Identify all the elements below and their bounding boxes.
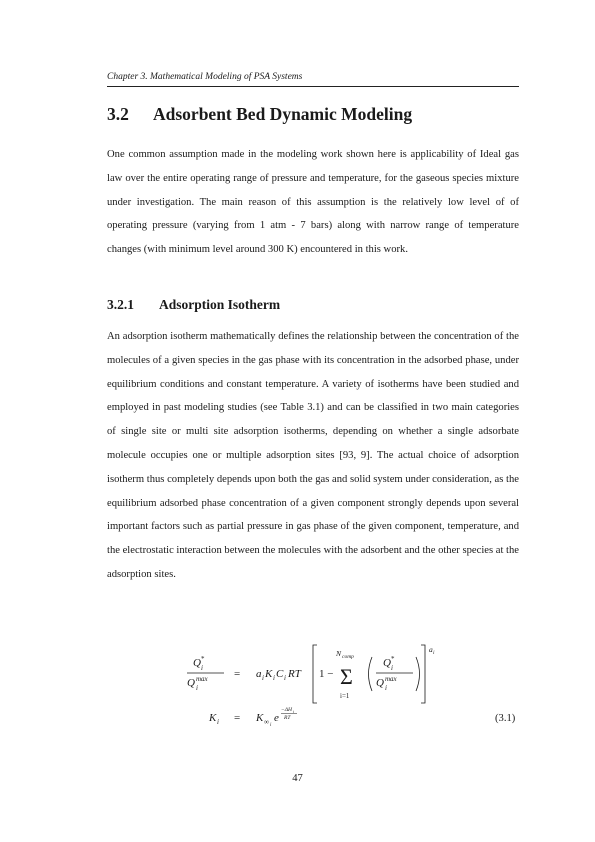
exponent-numerator: −ΔH xyxy=(281,707,292,713)
line2-rhs-k-subsub: i xyxy=(270,723,272,728)
section-title: Adsorbent Bed Dynamic Modeling xyxy=(153,104,413,124)
line2-rhs-k-sub: ∞ xyxy=(264,718,269,726)
rhs-k-sub: i xyxy=(273,674,275,682)
inner-numerator-q: Q xyxy=(383,657,391,669)
line2-rhs-k: K xyxy=(256,712,264,724)
lhs-numerator-sub: i xyxy=(201,664,203,672)
subsection-heading xyxy=(107,297,280,313)
rhs-c: C xyxy=(276,668,284,680)
line2-rhs-e: e xyxy=(274,712,279,724)
exponent-denominator: RT xyxy=(284,715,291,721)
inner-denominator-sup: max xyxy=(385,675,397,683)
sum-lower-index: i=1 xyxy=(340,692,350,700)
left-parenthesis xyxy=(369,657,373,691)
lhs-numerator-q: Q xyxy=(193,657,201,669)
section-heading xyxy=(107,104,412,125)
inner-denominator-sub: i xyxy=(385,684,387,692)
rhs-k: K xyxy=(265,668,273,680)
equation-number: (3.1) xyxy=(495,713,516,724)
sum-upper-sub: comp xyxy=(342,654,354,660)
right-parenthesis xyxy=(416,657,420,691)
body-paragraph-1: One common assumption made in the modeling work shown here is applicability of Ideal gas law over the entire operating range of pressure and temperature, for the gaseous species mixture under investigation. The main reason of this assumption is the relatively low level of of operating pressure (varying from 1 atm - 7 bars) along with narrow range of temperature changes (with minimum level around 300 K) encountered in this work. xyxy=(107,149,519,256)
inner-denominator-q: Q xyxy=(376,677,384,689)
line2-lhs-sub: i xyxy=(217,718,219,726)
rhs-a-sub: i xyxy=(262,674,264,682)
subsection-number: 3.2.1 xyxy=(107,297,134,312)
rhs-c-sub: i xyxy=(284,674,286,682)
lhs-numerator-star: * xyxy=(201,655,205,663)
exponent-numerator-sub: i xyxy=(293,709,295,714)
inner-numerator-star: * xyxy=(391,655,395,663)
line2-lhs-k: K xyxy=(209,712,217,724)
one-minus: 1 − xyxy=(319,668,334,680)
equals-sign-1: = xyxy=(234,668,241,680)
equals-sign-2: = xyxy=(234,712,241,724)
header-rule xyxy=(107,86,519,87)
sum-upper-n: N xyxy=(336,649,342,658)
lhs-denominator-sub: i xyxy=(196,684,198,692)
running-head: Chapter 3. Mathematical Modeling of PSA Systems xyxy=(107,72,303,82)
rhs-rt: RT xyxy=(288,668,301,680)
equation-line-1 xyxy=(187,645,435,703)
summation-symbol: Σ xyxy=(340,664,353,689)
left-square-bracket xyxy=(313,645,317,703)
outer-exponent: a xyxy=(429,645,433,654)
equation-block xyxy=(107,640,519,740)
page-number: 47 xyxy=(292,773,303,784)
lhs-denominator-sup: max xyxy=(196,675,208,683)
inner-numerator-sub: i xyxy=(391,664,393,672)
rhs-a: a xyxy=(256,668,262,680)
lhs-denominator-q: Q xyxy=(187,677,195,689)
subsection-title: Adsorption Isotherm xyxy=(159,297,281,312)
equation-line-2 xyxy=(208,707,516,728)
section-number: 3.2 xyxy=(107,104,129,124)
body-paragraph-2: An adsorption isotherm mathematically defines the relationship between the concentration of the molecules of a given species in the gas phase with its concentration in the adsorbed phase, under equilibrium conditions and constant temperature. A variety of isotherms have been studied and employed in past modeling studies (see Table 3.1) and can be classified in two main categories of single site or multi site adsorption isotherms, depending on whether a single adsorbate molecule occupies one or multiple adsorption sites [93, 9]. The actual choice of adsorption isotherm thus completely depends upon both the gas and solid system under consideration, as the equilibrium adsorbed phase concentration of a given component strongly depends upon several important factors such as partial pressure in gas phase of the given component, temperature, and the electrostatic interaction between the molecules with the adsorbent and the other species at the adsorption sites. xyxy=(107,331,519,580)
right-square-bracket xyxy=(421,645,425,703)
outer-exponent-sub: i xyxy=(433,650,435,656)
